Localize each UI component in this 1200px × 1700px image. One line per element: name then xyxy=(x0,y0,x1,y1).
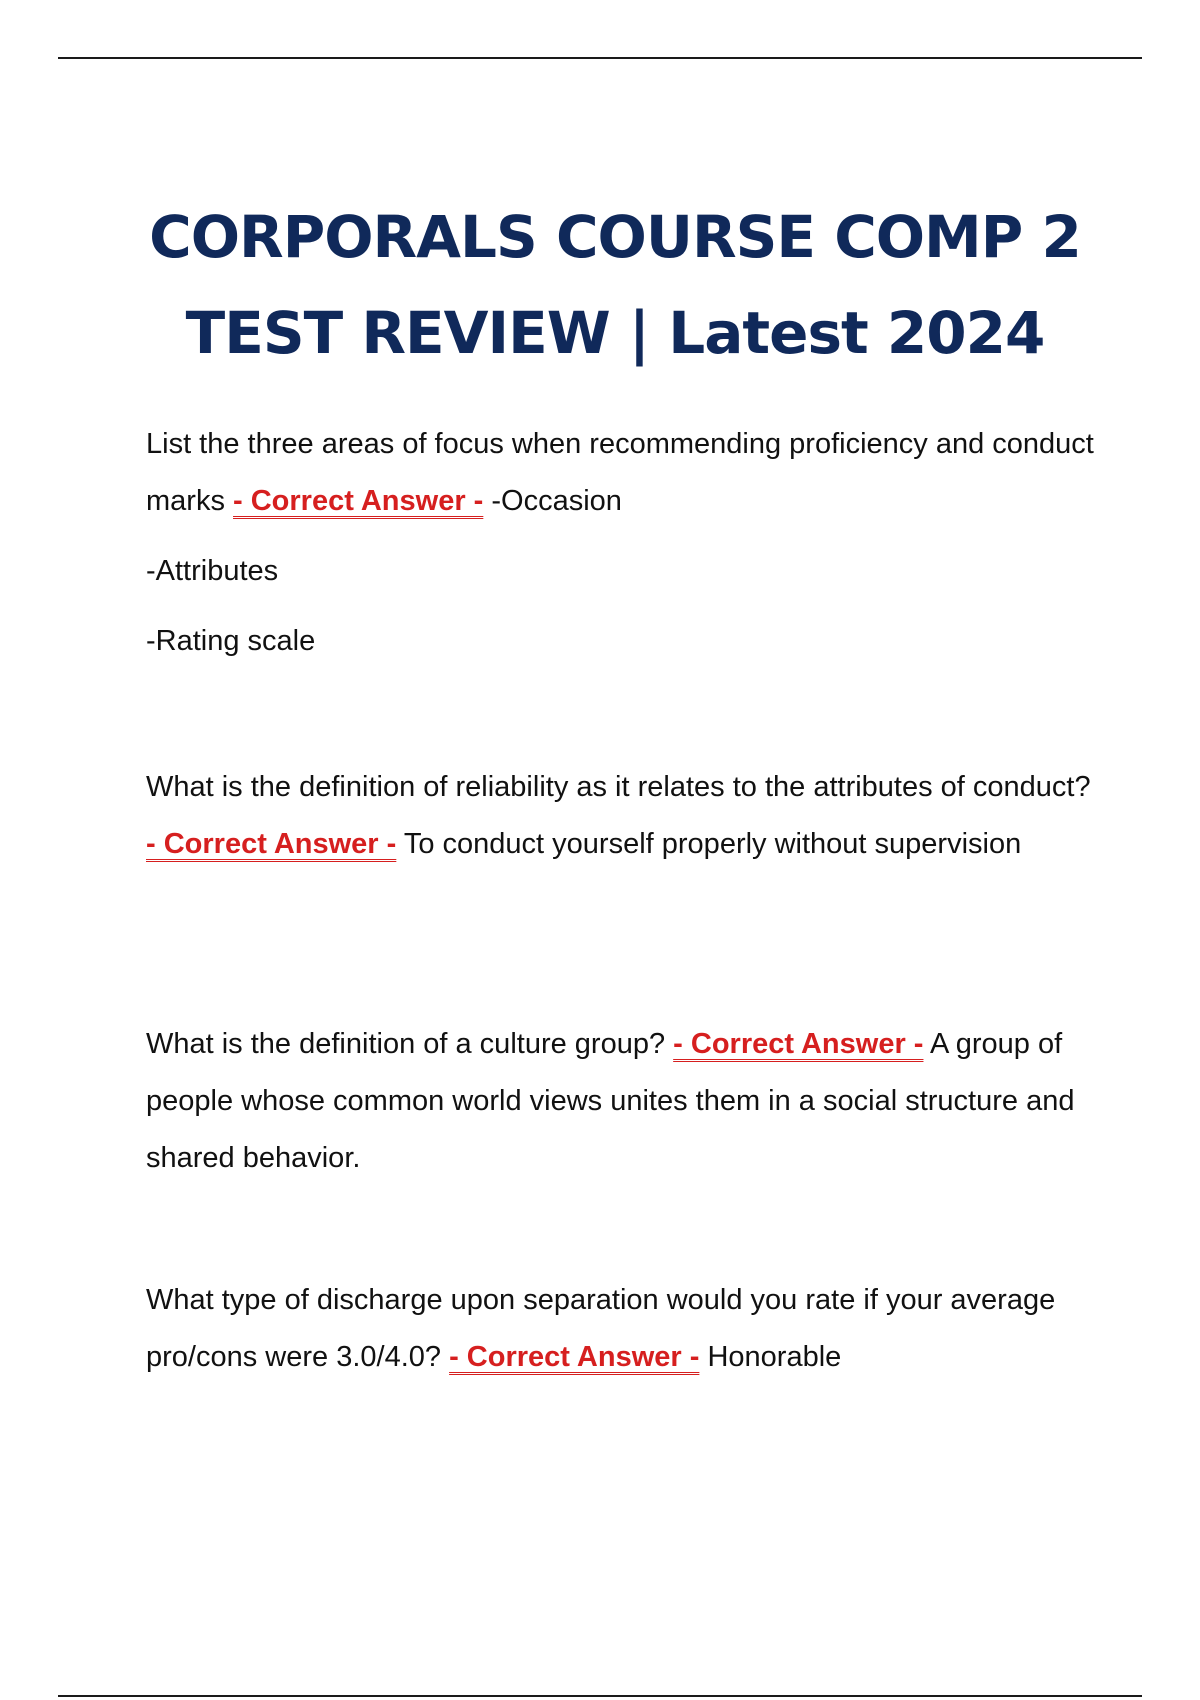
correct-answer-marker: - Correct Answer - xyxy=(233,485,484,517)
answer-text: Honorable xyxy=(707,1341,842,1373)
document-title xyxy=(100,189,1130,381)
title-line-2: TEST REVIEW | Latest 2024 xyxy=(185,298,1045,367)
qa-item-4-paragraph xyxy=(146,1272,1096,1386)
qa-item-2 xyxy=(146,759,1096,873)
qa-item-1 xyxy=(146,416,1096,670)
answer-line-attributes: -Attributes xyxy=(146,555,279,587)
question-text: What is the definition of reliability as it relates to the attributes of conduct? xyxy=(146,771,1091,803)
answer-line-rating-scale: -Rating scale xyxy=(146,625,316,657)
question-text: List the three areas of focus when recommending proficiency and conduct marks xyxy=(146,428,1094,517)
question-text: What type of discharge upon separation would you rate if your average pro/cons were 3.0/4.0? xyxy=(146,1284,1056,1373)
qa-item-1-paragraph xyxy=(146,416,1096,530)
title-line-1: CORPORALS COURSE COMP 2 xyxy=(149,202,1081,271)
answer-text: To conduct yourself properly without supervision xyxy=(403,828,1022,860)
qa-item-2-paragraph xyxy=(146,759,1096,873)
qa-item-4 xyxy=(146,1272,1096,1386)
correct-answer-marker: - Correct Answer - xyxy=(449,1341,700,1373)
answer-text: -Occasion xyxy=(491,485,622,517)
header-rule xyxy=(58,57,1142,59)
correct-answer-marker: - Correct Answer - xyxy=(673,1028,924,1060)
footer-rule xyxy=(58,1695,1142,1697)
question-text: What is the definition of a culture group? xyxy=(146,1028,666,1060)
qa-item-3-paragraph xyxy=(146,1016,1096,1187)
correct-answer-marker: - Correct Answer - xyxy=(146,828,397,860)
answer-text: A group of people whose common world views unites them in a social structure and shared behavior. xyxy=(146,1028,1075,1174)
qa-item-3 xyxy=(146,1016,1096,1187)
